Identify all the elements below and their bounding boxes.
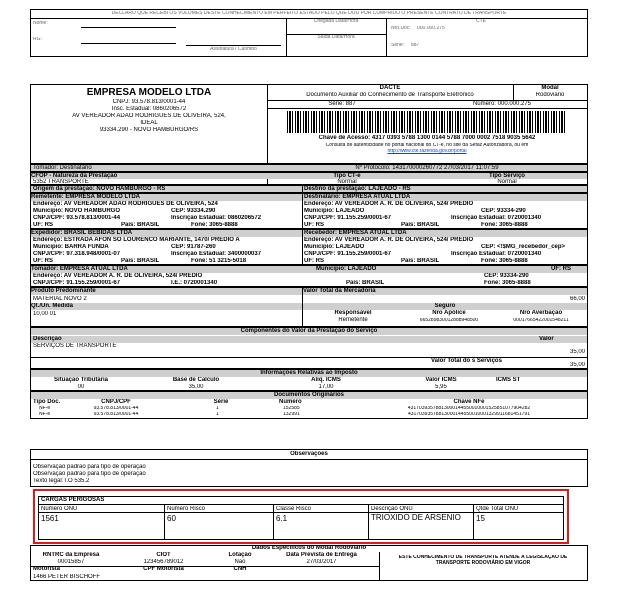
receipt-nro-doc-label: Nro.Doc:: [391, 26, 411, 31]
data-prevista-value: 27/03/2017: [306, 559, 337, 565]
table-cell: 43170393578813000144550010001329911681451791: [408, 412, 530, 417]
cargas-perigosas-table: [38, 496, 564, 540]
produto-value: MATERIAL NOVO 2: [33, 296, 87, 302]
tomador-protocolo-row: [30, 164, 588, 172]
divider: [39, 512, 563, 513]
dacte-numero: Número: 000.000.275: [472, 101, 532, 107]
lotacao-value: Não: [234, 559, 246, 565]
cargas-title: CARGAS PERIGOSAS: [41, 497, 105, 503]
expedidor-l4a: CNPJ/CPF: 97.318.948/0001-07: [33, 251, 121, 257]
imposto-title: Informações Relativas ao Imposto: [31, 370, 587, 377]
table-cell: 132991: [283, 412, 300, 417]
remetente-l5c: Fone: 3065-8888: [191, 222, 238, 228]
remetente-l4a: CNPJ/CPF: 93.578.813/0001-44: [33, 215, 121, 221]
remetente-l3a: Município: NOVO HAMBURGO: [33, 208, 120, 214]
receipt-chegada-label: Chegada Data/Hora: [313, 19, 359, 24]
table-cell: 1: [216, 412, 219, 417]
cargas-onu-value: 1561: [41, 514, 59, 523]
tipo-cte-value: Normal: [337, 179, 357, 185]
tomador-l3b: I.E.: 0720001340: [171, 280, 218, 286]
receipt-declaration: DECLARO QUE RECEBI OS VOLUMES DESTE CONHECIMENTO EM PERFEITO ESTADO PELO QUE DOU POR CUMPRIDO O PRESENTE CONTRATO DE TRANSPORTE: [111, 11, 507, 16]
divider: [379, 552, 380, 581]
valor-icms-value: 5,95: [435, 384, 447, 390]
table-cell: 93.578.813/0001-44: [93, 406, 139, 411]
remetente-l3b: CEP: 93334.290: [171, 208, 216, 214]
documentos-section: [30, 391, 588, 419]
tomador-l2: Endereço: AV VEREADOR A. R. DE OLIVEIRA, 524/ PREDIO: [33, 273, 203, 279]
expedidor-l4b: Inscrição Estadual: 3400000037: [171, 251, 262, 257]
receipt-serie-label: Série:: [391, 43, 405, 48]
legal-text: ESTE CONHECIMENTO DE TRANSPORTE ATENDE À LEGISLAÇÃO DE TRANSPORTE RODOVIÁRIO EM VIGOR: [398, 555, 568, 566]
responsavel-label: Responsável: [334, 310, 372, 316]
tomador-pais: País: BRASIL: [346, 280, 385, 286]
icms-st-label: ICMS ST: [496, 377, 521, 383]
averbacao-label: Nro Averbação: [519, 310, 563, 316]
chave-label: Chave de Acesso:: [318, 135, 371, 141]
tipo-servico-value: Normal: [497, 179, 517, 185]
qt-label: Qt./Un. Medida: [31, 303, 302, 310]
responsavel-value: Remetente: [338, 317, 368, 323]
expedidor-l1: Expedidor: BRASIL BEBIDAS LTDA: [31, 230, 302, 237]
observacao-l3: Texto legal:T.O 535.2: [33, 478, 90, 484]
divider: [31, 459, 587, 460]
table-row: NF-e: [39, 406, 51, 411]
receipt-section: [30, 9, 588, 57]
table-cell: 152585: [283, 406, 300, 411]
cargas-header-classe: Classe Risco: [276, 506, 312, 512]
remetente-l5a: UF: RS: [33, 222, 53, 228]
divider: [39, 504, 563, 505]
divider: [386, 18, 387, 57]
table-row: NF-e: [39, 412, 51, 417]
rntrc-label: RNTRC da Empresa: [42, 552, 100, 558]
destinatario-l2: Endereço: AV VEREADOR A. R. DE OLIVEIRA, 524/ PREDIO: [304, 201, 474, 207]
emitter-ie: Insc. Estadual: 0860206572: [111, 106, 187, 112]
apolice-label: Nro Apólice: [432, 310, 466, 316]
divider: [273, 504, 274, 540]
lotacao-label: Lotação: [228, 552, 252, 558]
expedidor-l5b: País: BRASIL: [121, 258, 160, 264]
situacao-label: Situação Tributária: [53, 377, 108, 383]
emitter-address3: 93334.290 - NOVO HAMBURGO/RS: [99, 127, 199, 133]
recebedor-l1: Recebedor: EMPRESA ATUAL LTDA: [303, 230, 587, 237]
qt-value: 10,00 01: [33, 311, 57, 317]
receipt-saida-label: Saída Data/Hora: [317, 35, 355, 40]
recebedor-l5b: País: BRASIL: [401, 258, 440, 264]
destinatario-l3b: CEP: 93334-290: [481, 208, 526, 214]
tomador-uf: UF: RS: [551, 266, 571, 272]
recebedor-l4b: Inscrição Estadual: 0720001340: [451, 251, 542, 257]
emitter-address1: AV VEREADOR ADAO RODRIGUES DE OLIVEIRA, 524,: [72, 113, 226, 119]
protocolo: Nº Protocolo: 143170000260772 27/03/2017 11:07:59: [355, 165, 499, 171]
emitter-cnpj: CNPJ: 93.578.813/0001-44: [112, 99, 186, 105]
consulta-text: Consulta de autenticidade no portal nacional do CT-e, no site da Sefaz Autorizadora, ou em: [325, 143, 529, 148]
dacte-serie: Série: 887: [328, 101, 356, 107]
tomador-l3a: CNPJ/CPF: 91.155.259/0001-67: [33, 280, 121, 286]
emitter-address2: IDEAL: [140, 120, 158, 126]
componentes-total-value: 35,00: [569, 362, 585, 368]
tomador-fone: Fone: 3065-8888: [484, 280, 531, 286]
cargas-classe-value: 6.1: [276, 514, 288, 523]
cargas-descricao-value: TRIOXIDO DE ARSENIO: [371, 514, 461, 522]
doc-header-numero: Número: [279, 399, 302, 405]
cargas-header-qtde: Qtde Total ONU: [476, 506, 519, 512]
origem-destino-row: [30, 185, 588, 193]
valor-mercadoria-value: 66,00: [569, 296, 585, 302]
cargas-header-descricao: Descrição ONU: [371, 506, 413, 512]
recebedor-l5c: Fone: 3065-8888: [481, 258, 528, 264]
cpf-motorista-label: CPF Motorista: [143, 566, 184, 572]
imposto-section: [30, 369, 588, 391]
cargas-perigosas-highlight: [33, 489, 569, 544]
observacoes-section: [30, 449, 588, 487]
portal-link-wrap: [267, 149, 587, 155]
apolice-value: 665289830012888948500: [419, 318, 479, 323]
componentes-section: [30, 327, 588, 369]
recebedor-l3b: CEP: <!$MG_recebedor_cep>: [481, 244, 566, 250]
recebedor-l3a: Município: LAJEADO: [304, 244, 365, 250]
destinatario-l4b: Inscrição Estadual: 0720001340: [451, 215, 542, 221]
header-section: [30, 84, 588, 164]
expedidor-l3b: CEP: 91787-260: [171, 244, 216, 250]
recebedor-l2: Endereço: AV VEREADOR A. R. DE OLIVEIRA, 524/ PREDIO: [304, 237, 474, 243]
documentos-title: Documentos Originários: [31, 392, 587, 399]
motorista-label: Motorista: [33, 566, 60, 572]
remetente-l1: Remetente: EMPRESA MODELO LTDA: [31, 194, 302, 201]
chave-value: 4317 0393 5788 1300 0144 5788 7000 0002 7518 9035 5642: [371, 135, 536, 141]
doc-header-tipo: Tipo Doc.: [33, 399, 61, 405]
expedidor-l5a: UF: RS: [33, 258, 53, 264]
remetente-l5b: País: BRASIL: [121, 222, 160, 228]
destinatario-l5b: País: BRASIL: [401, 222, 440, 228]
aliq-value: 17,00: [318, 384, 334, 390]
observacao-l2: Observação padrão para tipo de operação: [33, 471, 146, 477]
valor-mercadoria-label: Valor Total da Mercadoria: [303, 288, 587, 295]
ciot-label: CIOT: [156, 552, 171, 558]
rodoviario-title: Dados Específicos do Modal Rodoviário: [251, 545, 367, 551]
componentes-desc-value: SERVIÇOS DE TRANSPORTE: [33, 343, 117, 349]
table-cell: 1: [216, 406, 219, 411]
expedidor-recebedor-row: [30, 229, 588, 265]
portal-link[interactable]: http://www.cte.fazenda.gov.br/portal: [387, 149, 467, 154]
componentes-valor-label: Valor: [539, 336, 554, 342]
divider: [368, 504, 369, 540]
valor-icms-label: Valor ICMS: [425, 377, 457, 383]
rodoviario-section: [30, 545, 588, 581]
origem: Origem da prestação: NOVO HAMBURGO - RS: [33, 186, 166, 192]
receipt-nome-label: Nome:: [33, 21, 48, 26]
cargas-risco-value: 60: [167, 514, 176, 523]
tomador-row: [30, 265, 588, 287]
componentes-desc-label: Descrição: [31, 336, 587, 343]
recebedor-l5a: UF: RS: [304, 258, 324, 264]
ciot-value: 123456789012: [143, 559, 184, 565]
doc-header-serie: Série: [213, 399, 229, 405]
destinatario-l1: Destinatário: EMPRESA ATUAL LTDA: [303, 194, 587, 201]
modal-label: Modal: [541, 85, 559, 91]
divider: [164, 504, 165, 540]
motorista-value: 1466 PETER BISCHOFF: [33, 574, 101, 580]
doc-header-chave: Chave NFe: [453, 399, 485, 405]
cnh-label: CNH: [233, 566, 247, 572]
tomador-cep: CEP: 93334-290: [484, 273, 529, 279]
nome-line: [81, 27, 176, 28]
tomador-top: Tomador: Destinatário: [33, 165, 92, 171]
averbacao-value: 00017665422001548211: [513, 318, 569, 323]
seguro-label: Seguro: [303, 303, 587, 310]
destinatario-l5c: Fone: 3065-8888: [481, 222, 528, 228]
doc-header-cnpj: CNPJ/CPF: [101, 399, 131, 405]
expedidor-l2: Endereço: ESTRADA AFON SO LOURENCO MARIANTE, 1470/ PREDIO A: [33, 237, 240, 243]
situacao-value: 00: [77, 384, 85, 390]
produto-section: [30, 287, 588, 327]
cfop-row: [30, 172, 588, 185]
table-cell: 93.578.813/0001-44: [93, 412, 139, 417]
recebedor-l4a: CNPJ/CPF: 91.155.259/0001-67: [304, 251, 392, 257]
receipt-assinatura-label: Assinatura / Carimbo: [210, 47, 257, 52]
rntrc-value: 00015857: [57, 559, 85, 565]
tipo-servico-label: Tipo Serviço: [427, 173, 587, 179]
observacoes-title: Observações: [290, 451, 328, 457]
receipt-nro-doc-value: 000.000.275: [417, 26, 445, 31]
cfop-value: 5352 TRANSPORTE: [33, 179, 89, 185]
cfop-label: CFOP - Natureza da Prestação: [31, 173, 267, 179]
destinatario-l4a: CNPJ/CPF: 91.155.259/0001-67: [304, 215, 392, 221]
tomador-l1: Tomador: EMPRESA ATUAL LTDA: [31, 266, 587, 273]
aliq-label: Aliq. ICMS: [311, 377, 341, 383]
destino: Destino da prestação: LAJEADO - RS: [304, 186, 411, 192]
produto-label: Produto Predominante: [31, 288, 302, 295]
expedidor-l3a: Município: BARRA FUNDA: [33, 244, 109, 250]
expedidor-l5c: Fone: 51 3215-5018: [191, 258, 247, 264]
emitter-name: EMPRESA MODELO LTDA: [86, 87, 212, 98]
base-calculo-value: 35,00: [188, 384, 204, 390]
data-prevista-label: Data Prevista de Entrega: [286, 552, 357, 558]
cargas-header-risco: Número Risco: [167, 506, 206, 512]
rg-line: [81, 43, 176, 44]
componentes-total-label: Valor Total do s Serviços: [431, 358, 502, 364]
modal-value: Rodoviário: [535, 92, 565, 98]
remetente-l4b: Inscrição Estadual: 0860206572: [171, 215, 262, 221]
divider: [473, 504, 474, 540]
dacte-document: [30, 9, 588, 593]
barcode-image: [287, 111, 567, 133]
cargas-qtde-value: 15: [476, 514, 485, 523]
componentes-valor-value: 35,00: [569, 349, 585, 355]
observacao-l1: Observação padrão para tipo de operação: [33, 464, 146, 470]
tomador-municipio: Município: LAJEADO: [316, 266, 377, 272]
tipo-cte-label: Tipo CT-e: [267, 173, 427, 179]
signature-line: [186, 45, 281, 46]
receipt-rg-label: RG:: [33, 37, 42, 42]
receipt-serie-value: 887: [411, 43, 420, 48]
table-cell: 43170393578813000144550010001525851077904282: [407, 406, 531, 411]
receipt-cte-label: CTE: [476, 19, 486, 24]
remetente-l2: Endereço: AV VEREADOR ADAO RODRIGUES DE OLIVEIRA, 524: [33, 201, 218, 207]
dacte-subtitle: Documento Auxiliar do Conhecimento de Transporte Eletrônico: [306, 92, 474, 98]
destinatario-l5a: UF: RS: [304, 222, 324, 228]
cargas-header-onu: Número ONU: [41, 506, 78, 512]
componentes-title: Componentes do Valor da Prestação do Serviço: [31, 328, 587, 335]
divider: [267, 108, 587, 109]
dacte-title: DACTE: [379, 85, 401, 91]
chave-acesso: [267, 135, 587, 142]
base-calculo-label: Base de Calculo: [172, 377, 220, 383]
divider: [302, 186, 303, 193]
destinatario-l3a: Município: LAJEADO: [304, 208, 365, 214]
remetente-destinatario-row: [30, 193, 588, 229]
divider: [31, 357, 587, 358]
